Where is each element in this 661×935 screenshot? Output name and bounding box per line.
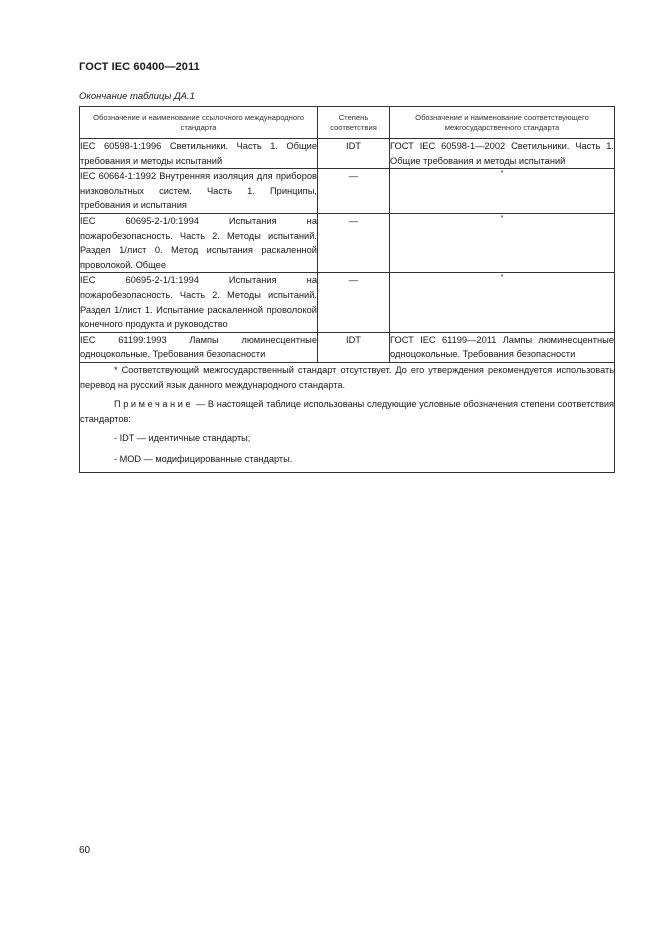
table-caption: Окончание таблицы ДА.1 <box>79 91 195 102</box>
column-header-international: Обозначение и наименование ссылочного международного стандарта <box>80 107 318 139</box>
note-paragraph <box>80 397 614 426</box>
cell-interstate: ГОСТ IEC 61199—2011 Лампы люминесцентные одноцокольные. Требования безопасности <box>390 332 615 362</box>
cell-interstate: * <box>390 213 615 272</box>
cell-interstate: ГОСТ IEC 60598-1—2002 Светильники. Часть 1. Общие требования и методы испытаний <box>390 139 615 169</box>
legend-item-idt: - IDT — идентичные стандарты; <box>114 433 251 444</box>
cell-international: IEC 60598-1:1996 Светильники. Часть 1. Общие требования и методы испытаний <box>80 139 318 169</box>
table-row <box>80 273 615 332</box>
cell-international: IEC 60695-2-1/0:1994 Испытания на пожаробезопасность. Часть 2. Методы испытаний. Раздел 1/лист 0. Метод испытания раскаленной проволокой. Общее <box>80 213 318 272</box>
cell-degree: — <box>318 213 390 272</box>
note-label: Примечание <box>114 399 194 410</box>
cell-degree: — <box>318 273 390 332</box>
column-header-interstate: Обозначение и наименование соответствующего межгосударственного стандарта <box>390 107 615 139</box>
table-header-row <box>80 107 615 139</box>
column-header-degree: Степень соответствия <box>318 107 390 139</box>
table-row <box>80 139 615 169</box>
note-text: — В настоящей таблице использованы следующие условные обозначения степени соответствия стандартов: <box>80 399 614 424</box>
document-header: ГОСТ IEC 60400—2011 <box>79 61 200 73</box>
cell-international: IEC 60664-1:1992 Внутренняя изоляция для приборов низковольтных систем. Часть 1. Принципы, требования и испытания <box>80 169 318 214</box>
cell-international: IEC 60695-2-1/1:1994 Испытания на пожаробезопасность. Часть 2. Методы испытаний. Раздел 1/лист 1. Испытание раскаленной проволокой конечного продукта и руководство <box>80 273 318 332</box>
cell-international: IEC 61199:1993 Лампы люминесцентные одноцокольные. Требования безопасности <box>80 332 318 362</box>
legend-item-mod: - MOD — модифицированные стандарты. <box>114 453 293 464</box>
table-row <box>80 213 615 272</box>
cell-degree: IDT <box>318 332 390 362</box>
cell-degree: IDT <box>318 139 390 169</box>
cell-interstate: * <box>390 169 615 214</box>
footnote: * Соответствующий межгосударственный стандарт отсутствует. До его утверждения рекомендуется использовать перевод на русский язык данного международного стандарта. <box>80 364 614 390</box>
page-number: 60 <box>79 845 91 856</box>
cell-interstate: * <box>390 273 615 332</box>
table-notes-cell <box>80 362 615 473</box>
table-notes-row <box>80 362 615 473</box>
table-row <box>80 332 615 362</box>
cell-degree: — <box>318 169 390 214</box>
table-row <box>80 169 615 214</box>
correspondence-table <box>79 106 615 473</box>
